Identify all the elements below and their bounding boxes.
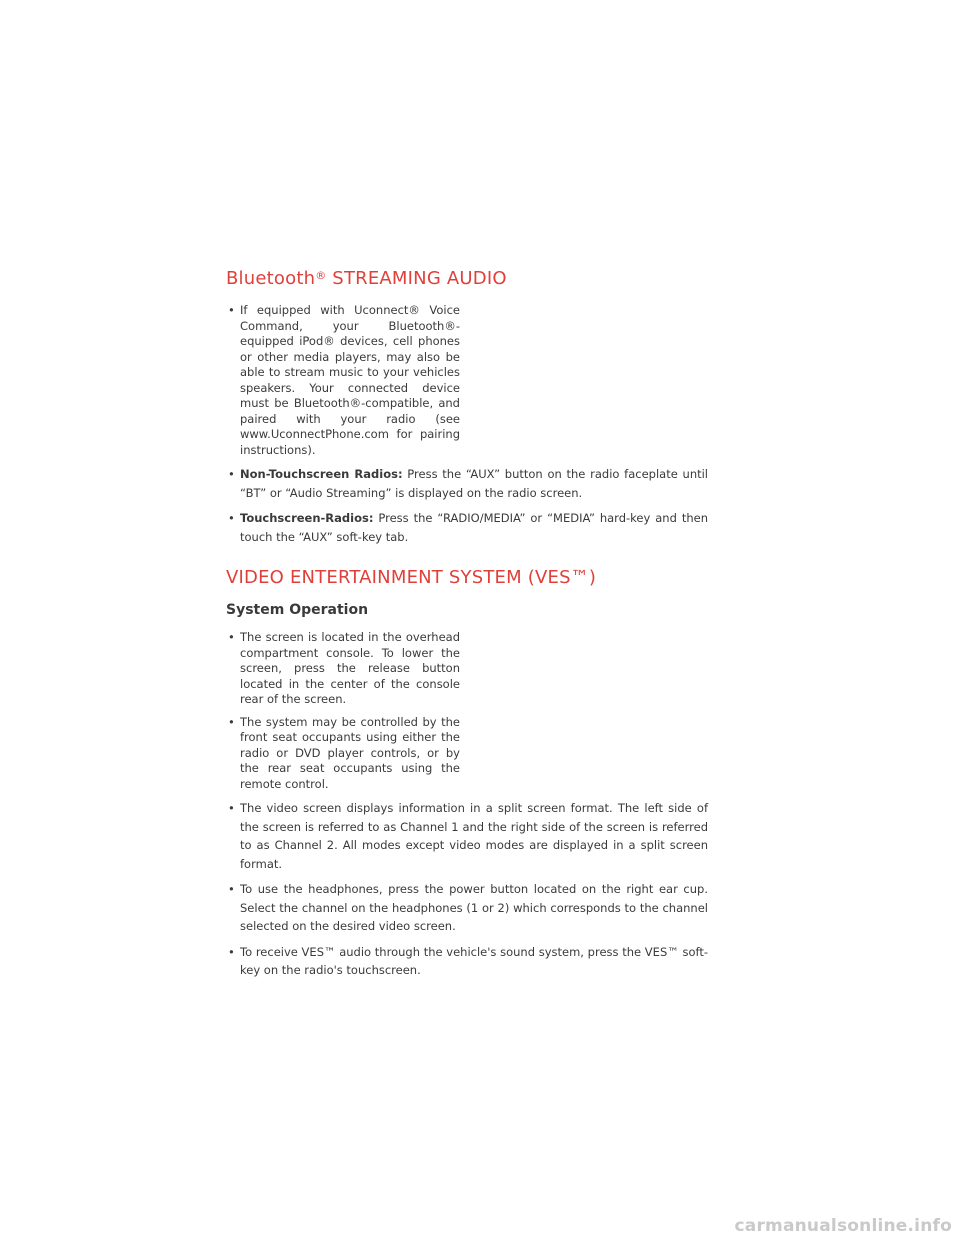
- list-item: [226, 509, 708, 546]
- page-content: [226, 268, 708, 987]
- ves-bullet-list: [226, 630, 708, 980]
- list-item: [226, 303, 460, 458]
- spacer: [226, 553, 708, 567]
- list-item: [226, 943, 708, 980]
- bullet-label: Non-Touchscreen Radios:: [240, 467, 403, 481]
- bullet-text: Press the “RADIO/MEDIA” or “MEDIA” hard-key and then touch the “AUX” soft-key tab.: [240, 511, 708, 544]
- bullet-text: To use the headphones, press the power button located on the right ear cup. Select the channel on the headphones (1 or 2) which corresponds to the channel selected on the desired video screen.: [240, 882, 708, 933]
- bullet-text: The system may be controlled by the front seat occupants using either the radio or DVD player controls, or by the rear seat occupants using the remote control.: [240, 714, 460, 791]
- list-item: [226, 880, 708, 936]
- bullet-text: The screen is located in the overhead compartment console. To lower the screen, press the release button located in the center of the console rear of the screen.: [240, 630, 460, 706]
- bullet-text: Press the “AUX” button on the radio faceplate until “BT” or “Audio Streaming” is displayed on the radio screen.: [240, 467, 709, 500]
- bullet-text: To receive VES™ audio through the vehicle's sound system, press the VES™ soft-key on the radio's touchscreen.: [240, 944, 708, 977]
- bluetooth-bullet-list: [226, 303, 708, 546]
- bullet-text: If equipped with Uconnect® Voice Command, your Bluetooth®-equipped iPod® devices, cell phones or other media players, may also be able to stream music to your vehicles speakers. Your connected device must be Bluetooth®-compatible, and paired with your radio (see www.UconnectPhone.com for pairing instructions).: [240, 303, 460, 457]
- bullet-label: Touchscreen-Radios:: [240, 511, 374, 525]
- list-item: [226, 465, 708, 502]
- bullet-text: The video screen displays information in a split screen format. The left side of the screen is referred to as Channel 1 and the right side of the screen is referred to as Channel 2. All modes except video modes are displayed in a split screen format.: [240, 801, 708, 871]
- list-item: [226, 799, 708, 873]
- subsection-title-system-operation: System Operation: [226, 602, 369, 618]
- section-title-video-entertainment-system: VIDEO ENTERTAINMENT SYSTEM (VES™): [226, 567, 597, 588]
- list-item: [226, 630, 460, 708]
- list-item: [226, 715, 460, 793]
- section-title-bluetooth-streaming-audio: Bluetooth® STREAMING AUDIO: [226, 268, 507, 289]
- watermark-text: carmanualsonline.info: [734, 1216, 952, 1236]
